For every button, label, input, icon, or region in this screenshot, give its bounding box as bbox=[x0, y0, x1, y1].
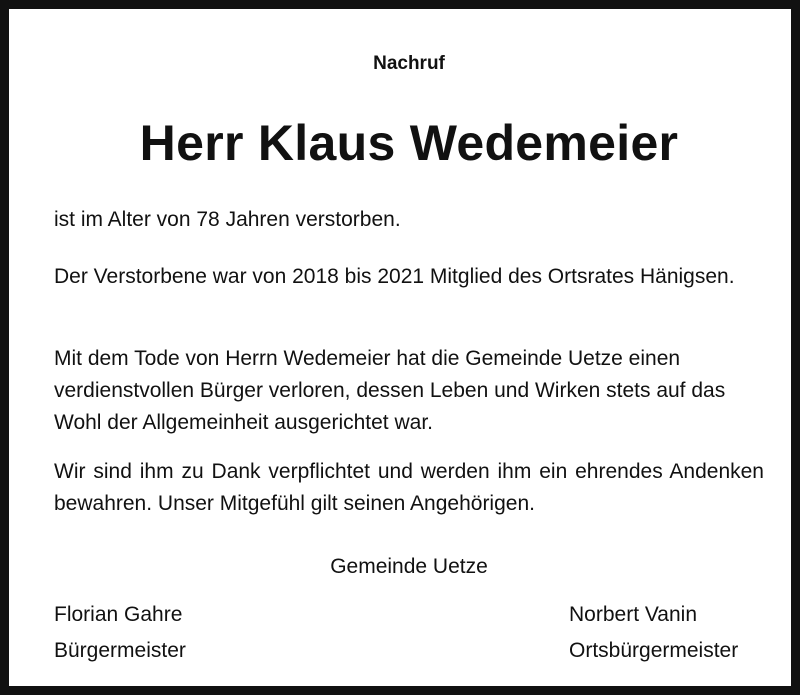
signatory-title: Ortsbürgermeister bbox=[569, 639, 739, 662]
gratitude-paragraph: Wir sind ihm zu Dank verpflichtet und werden ihm ein ehrendes Andenken bewahren. Unser Mitgefühl gilt seinen Angehörigen. bbox=[54, 460, 764, 515]
tribute-paragraph: Mit dem Tode von Herrn Wedemeier hat die Gemeinde Uetze einen verdienstvollen Bürger verloren, dessen Leben und Wirken stets auf das Wohl der Allgemeinheit ausgerichtet war. bbox=[54, 347, 726, 434]
deceased-name: Herr Klaus Wedemeier bbox=[139, 115, 679, 171]
notice-label: Nachruf bbox=[373, 53, 445, 74]
organization-name: Gemeinde Uetze bbox=[330, 555, 488, 578]
signatory-name: Norbert Vanin bbox=[569, 603, 698, 626]
signatory-left bbox=[54, 597, 186, 669]
age-paragraph: ist im Alter von 78 Jahren verstorben. bbox=[54, 208, 401, 231]
membership-paragraph: Der Verstorbene war von 2018 bis 2021 Mitglied des Ortsrates Hänigsen. bbox=[54, 265, 735, 288]
signatory-right bbox=[569, 597, 738, 669]
signatory-title: Bürgermeister bbox=[54, 639, 186, 662]
signatory-name: Florian Gahre bbox=[54, 603, 183, 626]
